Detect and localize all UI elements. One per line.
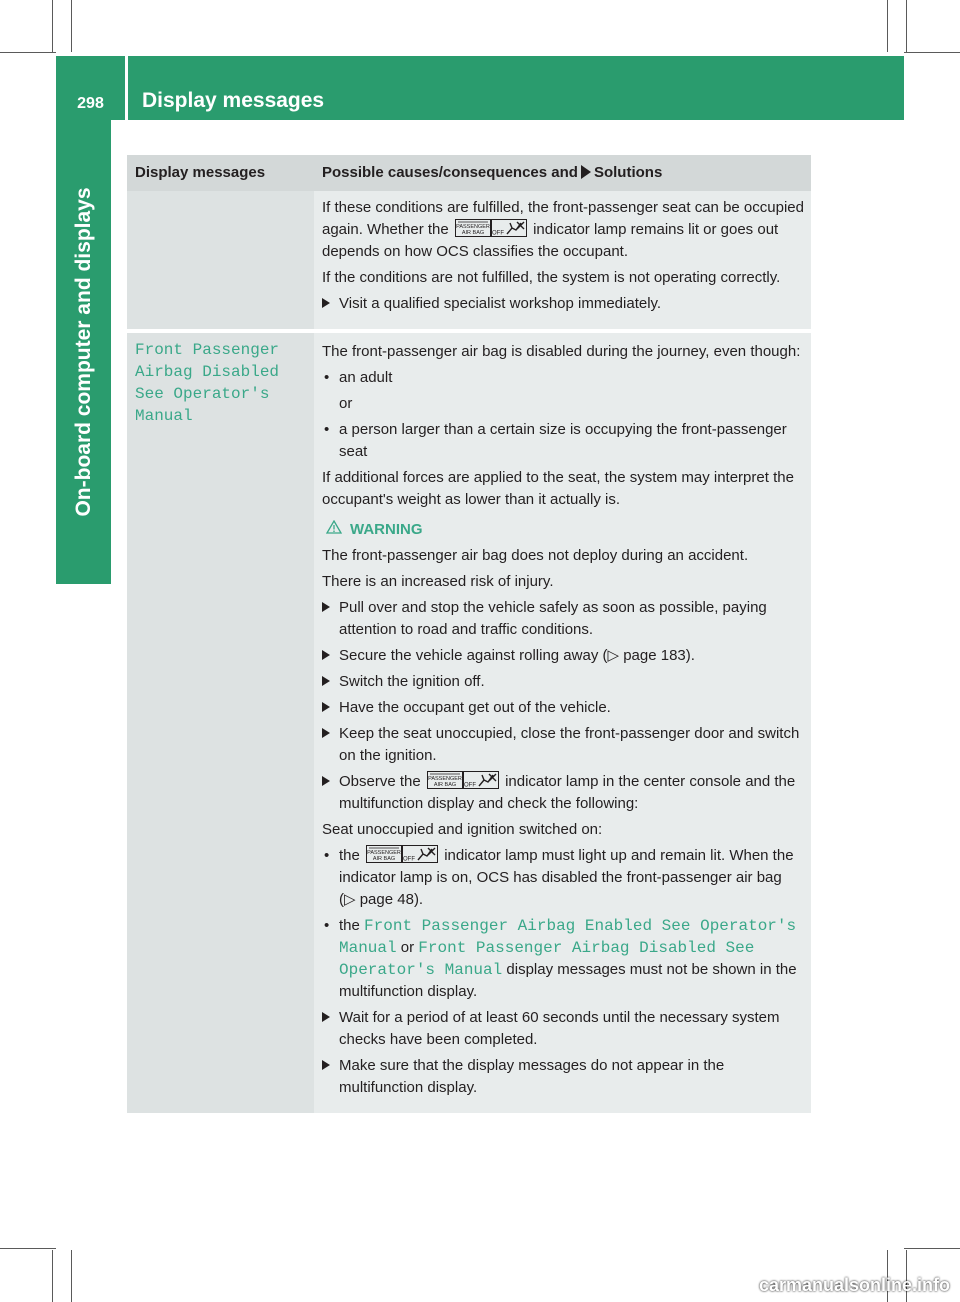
step xyxy=(322,645,805,667)
table-row xyxy=(127,191,811,333)
text: indicator lamp must light up and remain lit. When the indicator lamp is on, OCS has disabled the front-passenger air bag ( xyxy=(339,847,794,908)
solution-cell xyxy=(314,191,811,333)
crop-mark xyxy=(71,0,72,52)
column-header-display-messages: Display messages xyxy=(135,164,266,181)
display-message-inline: Front Passenger Airbag Disabled See Operator's Manual xyxy=(339,939,755,979)
bullet xyxy=(322,845,805,911)
passenger-airbag-off-icon xyxy=(427,771,499,789)
svg-text:PASSENGER: PASSENGER xyxy=(456,224,490,230)
svg-text:OFF: OFF xyxy=(403,856,416,863)
crop-mark xyxy=(71,1250,72,1302)
column-header-solutions-text: Solutions xyxy=(593,164,663,181)
crop-mark xyxy=(0,1248,56,1249)
page-title: Display messages xyxy=(142,89,325,112)
step: Make sure that the display messages do not appear in the multifunction display. xyxy=(322,1055,805,1099)
table-row xyxy=(127,333,811,1113)
step: Visit a qualified specialist workshop immediately. xyxy=(322,293,805,315)
crop-mark xyxy=(904,1248,960,1249)
step: Have the occupant get out of the vehicle. xyxy=(322,697,805,719)
display-message-inline: Front Passenger Airbag Enabled See Operator's Manual xyxy=(339,917,797,957)
paragraph: There is an increased risk of injury. xyxy=(322,573,554,590)
text: Observe the xyxy=(339,773,421,790)
arrow-icon xyxy=(581,165,591,179)
page-ref-icon: ▷ xyxy=(344,891,356,908)
step: Keep the seat unoccupied, close the front-passenger door and switch on the ignition. xyxy=(322,723,805,767)
passenger-airbag-off-icon xyxy=(455,219,527,237)
page-ref-icon: ▷ xyxy=(607,647,620,664)
header-separator xyxy=(125,56,128,120)
bullet: • a person larger than a certain size is occupying the front-passenger seat xyxy=(322,419,805,463)
svg-text:AIR BAG: AIR BAG xyxy=(461,230,485,236)
text: display messages must not be shown in the multifunction display. xyxy=(339,961,797,1000)
text: indicator lamp in the center console and the multifunction display and check the following: xyxy=(339,773,796,812)
display-message-line: Airbag Disabled xyxy=(135,363,280,381)
passenger-airbag-off-icon xyxy=(366,845,438,863)
text: or xyxy=(400,939,415,956)
message-cell xyxy=(127,191,314,333)
paragraph: If additional forces are applied to the seat, the system may interpret the occupant's weight as lower than it actually is. xyxy=(322,469,794,508)
bullet xyxy=(322,915,805,1003)
column-header-causes xyxy=(314,155,811,191)
column-header-causes-text: Possible causes/consequences and xyxy=(322,164,578,181)
watermark: carmanualsonline.info xyxy=(758,1275,950,1295)
text: Secure the vehicle against rolling away ( xyxy=(339,647,608,664)
display-message-line: Front Passenger xyxy=(135,341,280,359)
step: Wait for a period of at least 60 seconds until the necessary system checks have been completed. xyxy=(322,1007,805,1051)
crop-mark xyxy=(0,52,56,53)
paragraph xyxy=(322,197,805,263)
svg-text:AIR BAG: AIR BAG xyxy=(372,856,396,862)
message-cell xyxy=(127,333,314,1113)
svg-text:AIR BAG: AIR BAG xyxy=(433,782,457,788)
table-header xyxy=(127,155,811,191)
crop-mark xyxy=(887,0,888,52)
text: indicator lamp remains lit or goes out depends on how OCS classifies the occupant. xyxy=(322,221,779,260)
step xyxy=(322,771,805,815)
display-message-line: Manual xyxy=(135,407,193,425)
step: Switch the ignition off. xyxy=(322,671,805,693)
paragraph: The front-passenger air bag does not deploy during an accident. xyxy=(322,547,749,564)
paragraph: The front-passenger air bag is disabled during the journey, even though: xyxy=(322,343,801,360)
page-link[interactable]: page 183). xyxy=(623,647,695,664)
crop-mark xyxy=(904,52,960,53)
crop-mark xyxy=(52,0,53,52)
display-message-line: See Operator's xyxy=(135,385,270,403)
svg-text:OFF: OFF xyxy=(491,230,504,237)
text: If these conditions are fulfilled, the front-passenger seat can be occupied again. Whether the xyxy=(322,199,804,238)
svg-text:PASSENGER: PASSENGER xyxy=(367,850,401,856)
paragraph: If the conditions are not fulfilled, the system is not operating correctly. xyxy=(322,269,781,286)
bullet: • an adult xyxy=(322,367,805,389)
page-link[interactable]: page 48). xyxy=(359,891,424,908)
svg-text:OFF: OFF xyxy=(463,782,476,789)
warning-label: WARNING xyxy=(350,521,423,538)
step: Pull over and stop the vehicle safely as soon as possible, paying attention to road and traffic conditions. xyxy=(322,597,805,641)
warning-heading xyxy=(322,519,805,541)
page-number: 298 xyxy=(77,95,104,112)
crop-mark xyxy=(906,0,907,52)
side-tab-label: On-board computer and displays xyxy=(72,187,95,517)
warning-triangle-icon xyxy=(326,520,342,534)
text: the xyxy=(339,847,360,864)
or-text: or xyxy=(339,395,353,412)
solution-cell xyxy=(314,333,811,1113)
svg-text:PASSENGER: PASSENGER xyxy=(427,776,462,782)
display-messages-table xyxy=(127,155,811,1113)
paragraph: Seat unoccupied and ignition switched on: xyxy=(322,821,603,838)
text: the xyxy=(339,917,360,934)
crop-mark xyxy=(52,1250,53,1302)
